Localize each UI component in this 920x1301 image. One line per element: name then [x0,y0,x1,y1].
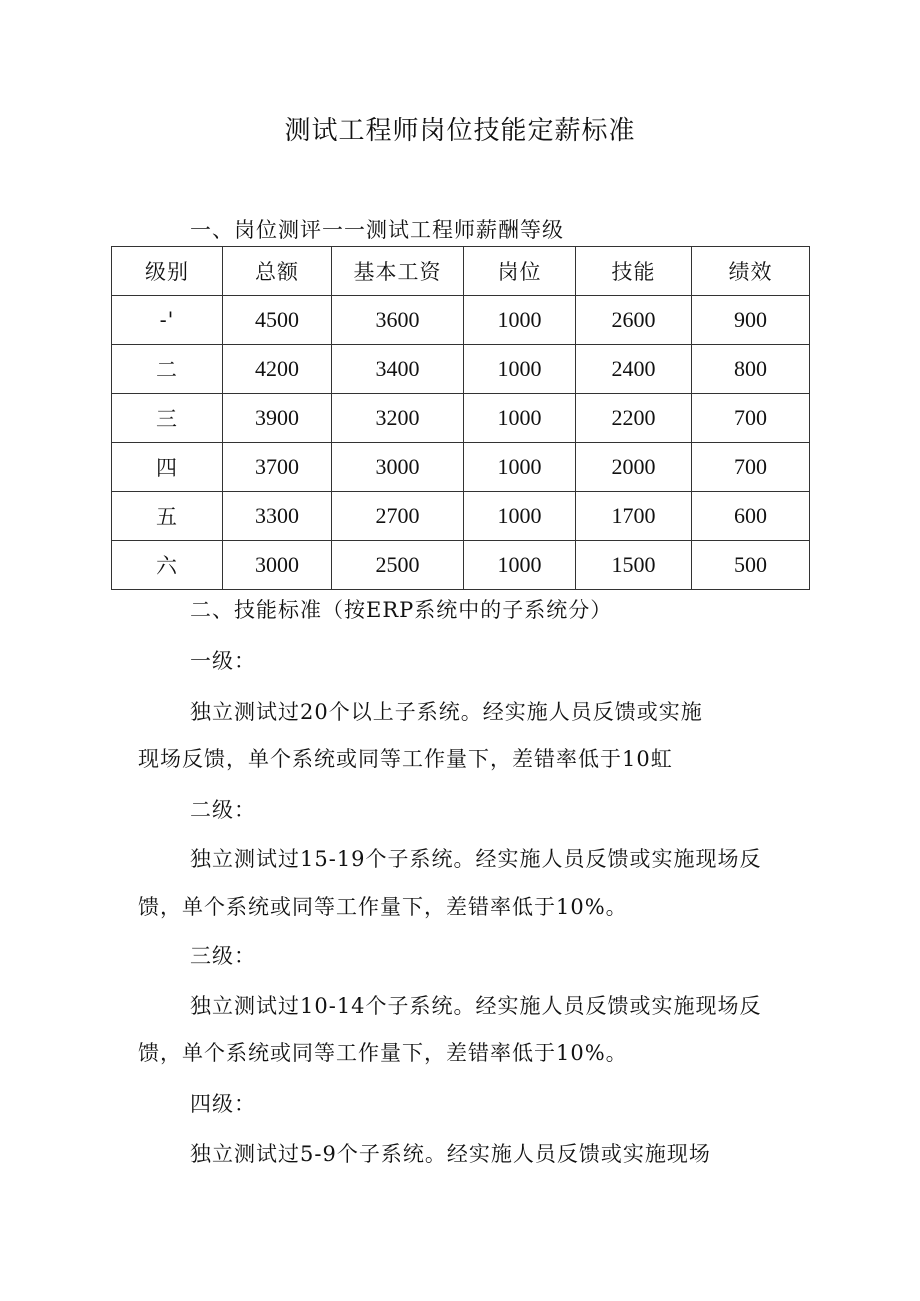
table-row [112,541,810,590]
table-cell-level: 五 [112,492,223,541]
level-2-label: 二级： [190,798,256,822]
table-row [112,296,810,345]
level-3-text-line-2: 馈，单个系统或同等工作量下，差错率低于10%。 [138,1041,628,1065]
table-cell: 1000 [464,541,576,590]
level-4-label: 四级： [190,1092,256,1116]
table-cell-level: 四 [112,443,223,492]
level-1-text-line-2: 现场反馈，单个系统或同等工作量下，差错率低于10虹 [138,747,673,771]
level-4-text-line-1: 独立测试过5-9个子系统。经实施人员反馈或实施现场 [190,1142,711,1166]
table-cell: 1000 [464,394,576,443]
table-cell: 4500 [223,296,332,345]
table-cell: 2400 [576,345,692,394]
table-row [112,443,810,492]
section1-heading: 一、岗位测评一一测试工程师薪酬等级 [190,218,564,242]
table-cell: 800 [692,345,810,394]
table-cell: 2500 [332,541,464,590]
table-cell: 2700 [332,492,464,541]
table-cell: 700 [692,394,810,443]
level-2-text-line-1: 独立测试过15-19个子系统。经实施人员反馈或实施现场反 [190,847,762,871]
table-cell: 900 [692,296,810,345]
level-1-text-line-1: 独立测试过20个以上子系统。经实施人员反馈或实施 [190,700,703,724]
table-row [112,394,810,443]
table-cell: 600 [692,492,810,541]
level-2-text-line-2: 馈，单个系统或同等工作量下，差错率低于10%。 [138,895,628,919]
table-cell: 4200 [223,345,332,394]
table-cell: 1000 [464,443,576,492]
table-cell-level: 二 [112,345,223,394]
table-cell: 3200 [332,394,464,443]
table-row [112,492,810,541]
table-header-row [112,247,810,296]
table-cell: 700 [692,443,810,492]
table-cell: 2200 [576,394,692,443]
section2-heading: 二、技能标准（按ERP系统中的子系统分） [190,598,613,622]
table-cell: 3000 [332,443,464,492]
header-cell-skill: 技能 [576,247,692,296]
salary-table [111,246,810,590]
header-cell-total: 总额 [223,247,332,296]
table-cell: 1500 [576,541,692,590]
header-cell-level: 级别 [112,247,223,296]
table-cell: 3600 [332,296,464,345]
table-cell: 3400 [332,345,464,394]
table-cell: 1000 [464,345,576,394]
table-cell-level: 三 [112,394,223,443]
table-cell: 1700 [576,492,692,541]
level-3-label: 三级： [190,944,256,968]
table-cell: 3900 [223,394,332,443]
header-cell-position: 岗位 [464,247,576,296]
table-cell: 1000 [464,492,576,541]
table-cell-level: 六 [112,541,223,590]
table-cell: 2600 [576,296,692,345]
table-cell: 3000 [223,541,332,590]
table-cell: 500 [692,541,810,590]
table-row [112,345,810,394]
table-cell: 3300 [223,492,332,541]
header-cell-performance: 绩效 [692,247,810,296]
table-cell: 2000 [576,443,692,492]
table-cell-level: -' [112,296,223,345]
level-1-label: 一级： [190,649,256,673]
document-title: 测试工程师岗位技能定薪标准 [284,116,636,146]
table-cell: 3700 [223,443,332,492]
header-cell-base-salary: 基本工资 [332,247,464,296]
level-3-text-line-1: 独立测试过10-14个子系统。经实施人员反馈或实施现场反 [190,994,762,1018]
table-cell: 1000 [464,296,576,345]
